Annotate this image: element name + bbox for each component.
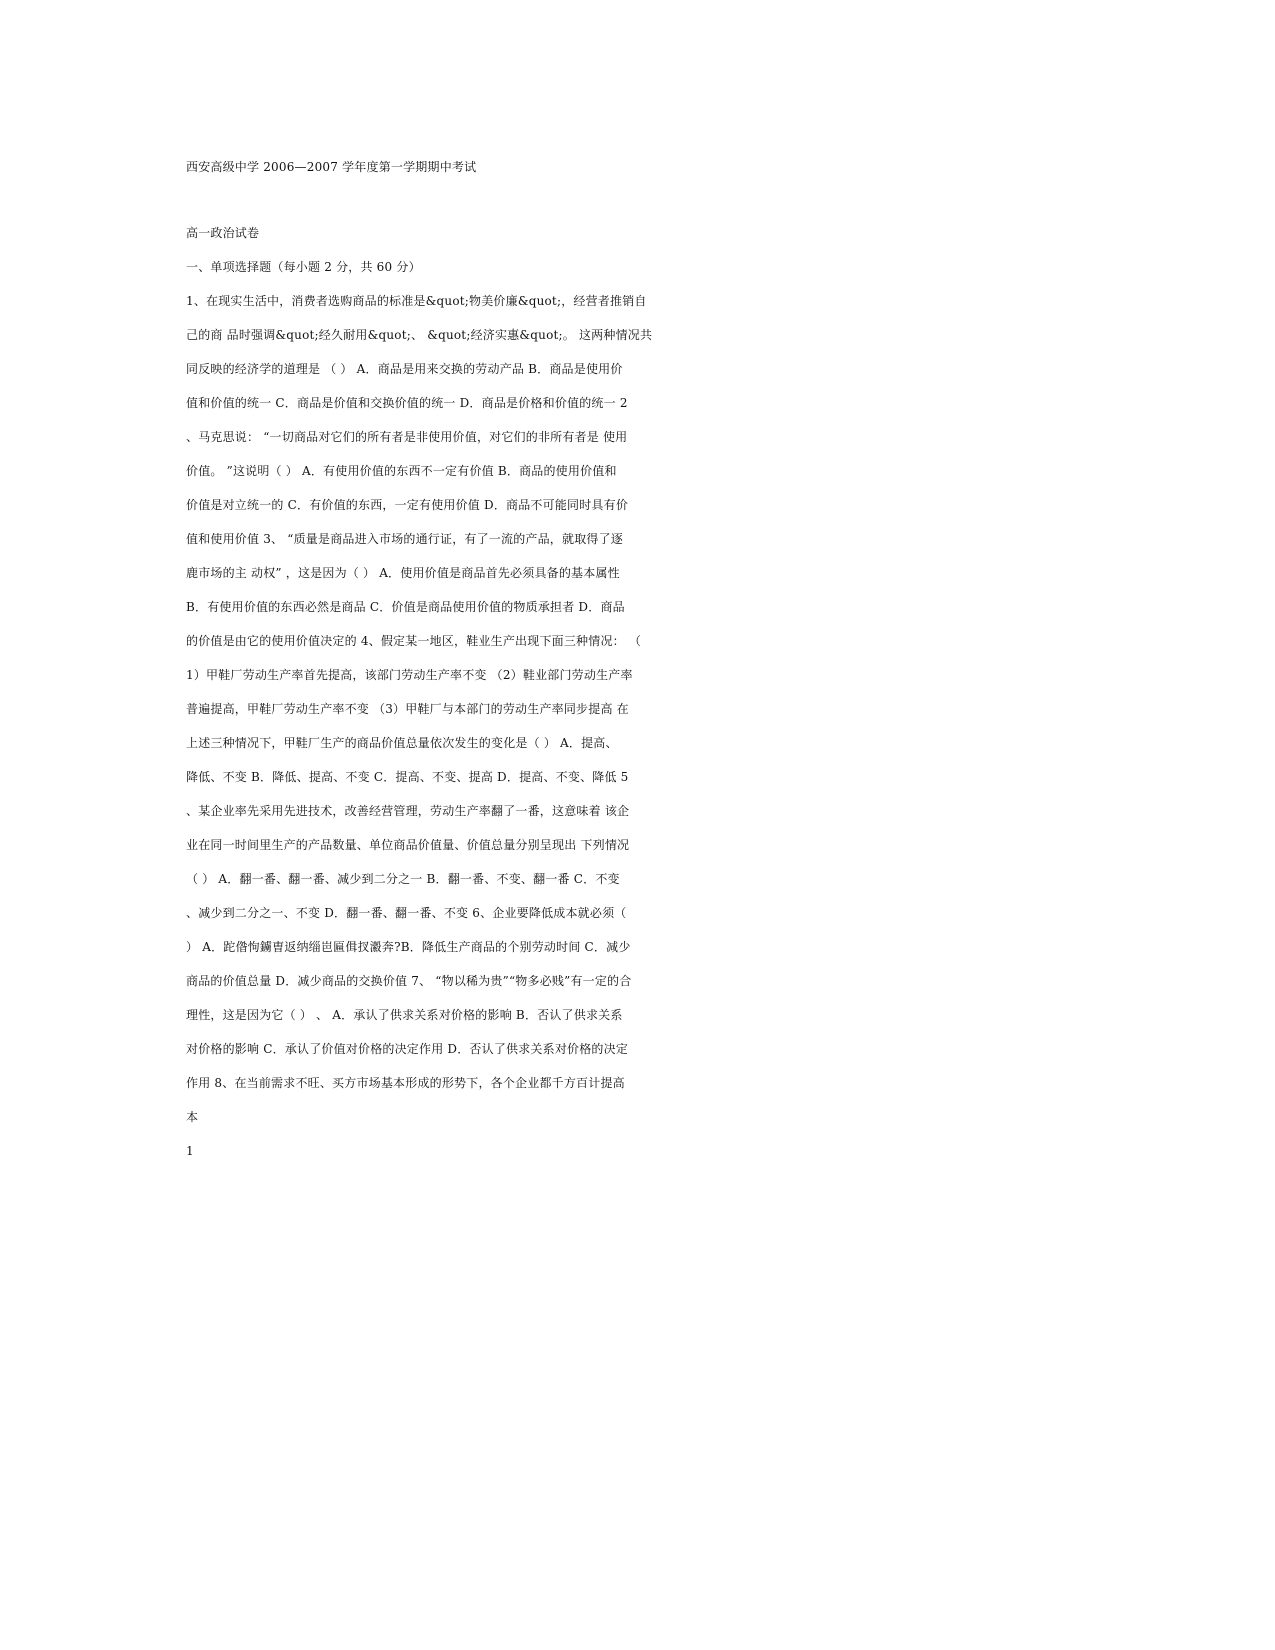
question-text-line: 业在同一时间里生产的产品数量、单位商品价值量、价值总量分别呈现出 下列情况	[186, 838, 630, 852]
school-exam-header: 西安高级中学 2006—2007 学年度第一学期期中考试	[186, 160, 477, 174]
question-text-line: 1、在现实生活中，消费者选购商品的标准是&quot;物美价廉&quot;，经营者推销自	[186, 294, 647, 308]
question-text-line: 值和使用价值 3、 “质量是商品进入市场的通行证，有了一流的产品，就取得了逐	[186, 532, 624, 546]
question-text-line: 、某企业率先采用先进技术，改善经营管理，劳动生产率翻了一番，这意味着 该企	[186, 804, 630, 818]
question-text	[186, 284, 1086, 1134]
question-text-line: 的价值是由它的使用价值决定的 4、假定某一地区，鞋业生产出现下面三种情况： （	[186, 634, 642, 648]
question-text-line: 普遍提高，甲鞋厂劳动生产率不变 （3）甲鞋厂与本部门的劳动生产率同步提高 在	[186, 702, 629, 716]
spacer	[186, 184, 1086, 216]
question-text-line: 本	[186, 1110, 199, 1124]
question-text-line: 作用 8、在当前需求不旺、买方市场基本形成的形势下，各个企业都千方百计提高	[186, 1076, 625, 1090]
question-text-line: ） A．跎偺怐鐪曺返纳缁岜匾偮扠瀫奔?B．降低生产商品的个别劳动时间 C．减少	[186, 940, 631, 954]
question-text-line: 同反映的经济学的道理是 （ ） A．商品是用来交换的劳动产品 B．商品是使用价	[186, 362, 623, 376]
question-text-line: 值和价值的统一 C．商品是价值和交换价值的统一 D．商品是价格和价值的统一 2	[186, 396, 628, 410]
question-text-line: 价值是对立统一的 C．有价值的东西，一定有使用价值 D．商品不可能同时具有价	[186, 498, 629, 512]
document-content	[186, 150, 1086, 1168]
question-text-line: B．有使用价值的东西必然是商品 C．价值是商品使用价值的物质承担者 D．商品	[186, 600, 625, 614]
question-text-line: 1）甲鞋厂劳动生产率首先提高，该部门劳动生产率不变 （2）鞋业部门劳动生产率	[186, 668, 633, 682]
question-text-line: 鹿市场的主 动权” ，这是因为（ ） A．使用价值是商品首先必须具备的基本属性	[186, 566, 620, 580]
question-text-line: 己的商 品时强调&quot;经久耐用&quot;、 &quot;经济实惠&quot;。 这两种情况共	[186, 328, 653, 342]
question-text-line: 商品的价值总量 D．减少商品的交换价值 7、 “物以稀为贵”“物多必贱”有一定的合	[186, 974, 632, 988]
question-text-line: 降低、不变 B．降低、提高、不变 C．提高、不变、提高 D．提高、不变、降低 5	[186, 770, 629, 784]
question-text-line: 、减少到二分之一、不变 D．翻一番、翻一番、不变 6、企业要降低成本就必须（	[186, 906, 627, 920]
question-text-line: 对价格的影响 C．承认了价值对价格的决定作用 D．否认了供求关系对价格的决定	[186, 1042, 629, 1056]
question-text-line: 、马克思说： “一切商品对它们的所有者是非使用价值，对它们的非所有者是 使用	[186, 430, 628, 444]
question-text-line: 价值。 ”这说明（ ） A．有使用价值的东西不一定有价值 B．商品的使用价值和	[186, 464, 617, 478]
question-text-line: （ ） A．翻一番、翻一番、减少到二分之一 B．翻一番、不变、翻一番 C．不变	[186, 872, 620, 886]
exam-title: 高一政治试卷	[186, 226, 260, 240]
section-heading: 一、单项选择题（每小题 2 分，共 60 分）	[186, 260, 421, 274]
question-text-line: 上述三种情况下，甲鞋厂生产的商品价值总量依次发生的变化是（ ） A．提高、	[186, 736, 618, 750]
question-text-line: 理性，这是因为它（ ） 、 A．承认了供求关系对价格的影响 B．否认了供求关系	[186, 1008, 623, 1022]
page-number: 1	[186, 1144, 194, 1158]
